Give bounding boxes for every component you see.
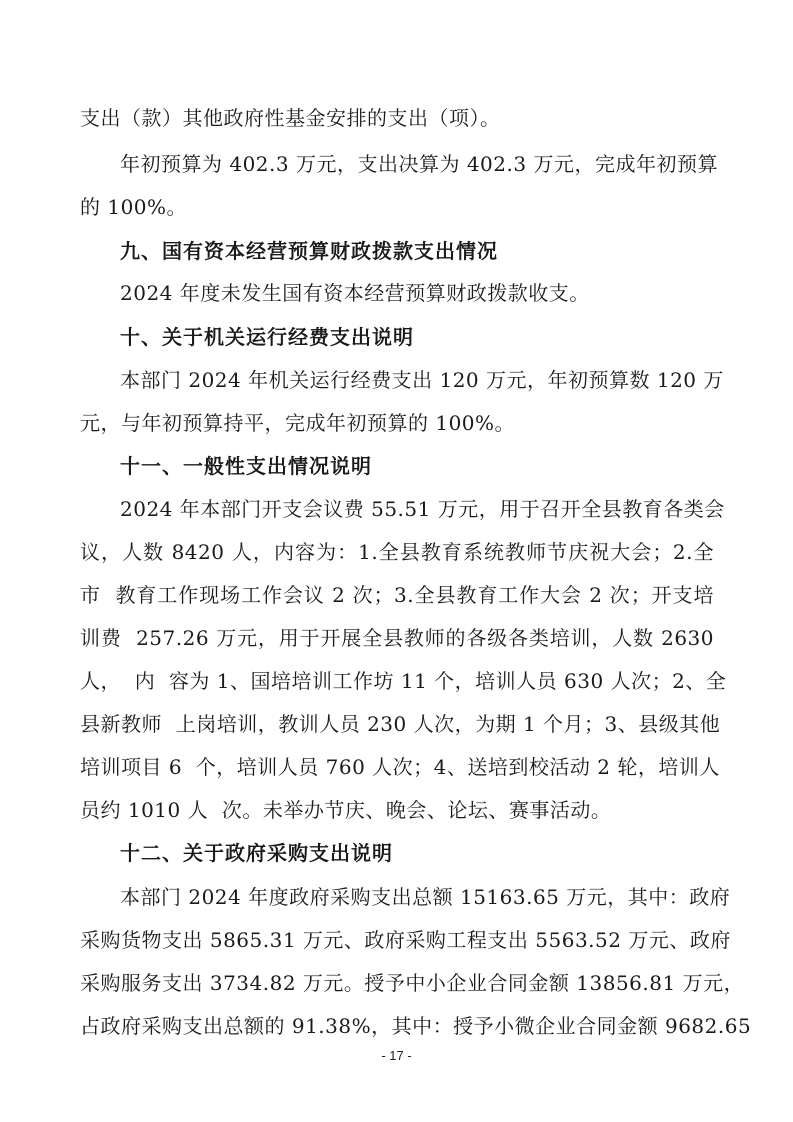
body-text-line: 占政府采购支出总额的 91.38%，其中：授予小微企业合同金额 9682.65 xyxy=(80,1014,752,1038)
page-number: - 17 - xyxy=(381,1048,412,1063)
body-text-line: 培训项目 6 个，培训人员 760 人次；4、送培到校活动 2 轮，培训人 xyxy=(80,755,720,779)
body-text-line: 本部门 2024 年机关运行经费支出 120 万元，年初预算数 120 万 xyxy=(120,368,724,392)
body-text-line: 年初预算为 402.3 万元，支出决算为 402.3 万元，完成年初预算 xyxy=(120,152,718,176)
section-heading-10: 十、关于机关运行经费支出说明 xyxy=(120,325,414,349)
body-text-line: 训费 257.26 万元，用于开展全县教师的各级各类培训，人数 2630 xyxy=(80,626,714,650)
body-text-line: 本部门 2024 年度政府采购支出总额 15163.65 万元，其中：政府 xyxy=(120,885,731,909)
body-text-line: 采购服务支出 3734.82 万元。授予中小企业合同金额 13856.81 万元， xyxy=(80,971,745,995)
body-text-line: 2024 年本部门开支会议费 55.51 万元，用于召开全县教育各类会 xyxy=(120,497,725,521)
body-text-line: 议，人数 8420 人，内容为：1.全县教育系统教师节庆祝大会；2.全 xyxy=(80,540,714,564)
section-heading-12: 十二、关于政府采购支出说明 xyxy=(120,841,393,865)
section-heading-9: 九、国有资本经营预算财政拨款支出情况 xyxy=(120,239,498,263)
body-text-line: 支出（款）其他政府性基金安排的支出（项）。 xyxy=(80,106,501,130)
body-text-line: 员约 1010 人 次。未举办节庆、晚会、论坛、赛事活动。 xyxy=(80,798,612,822)
body-text-line: 人， 内 容为 1、国培培训工作坊 11 个，培训人员 630 人次；2、全 xyxy=(80,669,727,693)
body-text-line: 元，与年初预算持平，完成年初预算的 100%。 xyxy=(80,411,516,435)
body-text-line: 采购货物支出 5865.31 万元、政府采购工程支出 5563.52 万元、政府 xyxy=(80,928,731,952)
body-text-line: 2024 年度未发生国有资本经营预算财政拨款收支。 xyxy=(120,281,590,305)
section-heading-11: 十一、一般性支出情况说明 xyxy=(120,454,372,478)
body-text-line: 市 教育工作现场工作会议 2 次；3.全县教育工作大会 2 次；开支培 xyxy=(80,583,714,607)
body-text-line: 的 100%。 xyxy=(80,195,188,219)
body-text-line: 县新教师 上岗培训，教训人员 230 人次，为期 1 个月；3、县级其他 xyxy=(80,712,721,736)
